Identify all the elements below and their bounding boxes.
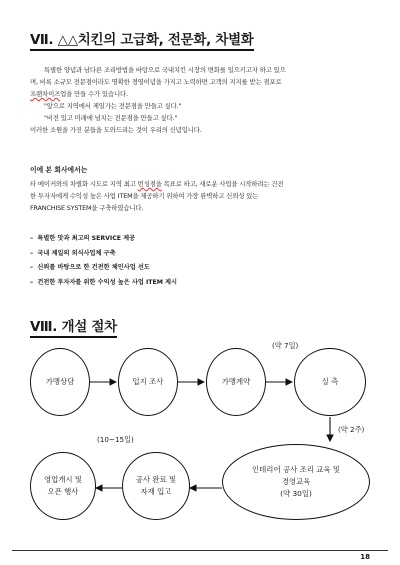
paragraph-line: 한 투자자에게 수익성 높은 사업 ITEM을 제공하기 위하여 가장 완벽하고 신뢰성 있는 [30,192,259,200]
step-contract: 가맹계약 [206,348,266,416]
section-7-title: Ⅶ. △△치킨의 고급화, 전문화, 차별화 [30,32,254,51]
spellcheck-word: 번성점을 [137,180,162,188]
list-item: – 신뢰를 바탕으로 한 건전한 체인사업 선도 [30,264,150,272]
quote-line: "비전 있고 미래에 넘치는 전문점을 만들고 싶다." [44,114,178,122]
paragraph-line: 이러한 소원을 가진 분들을 도와드리는 것이 우리의 신념입니다. [30,126,202,134]
list-item: – 국내 제일의 외식사업체 구축 [30,249,116,257]
duration-label: (10~15일) [97,435,134,444]
spellcheck-word: 프랜차이즈 [30,90,61,98]
footer-rule [12,550,388,551]
subheading: 이에 본 회사에서는 [30,166,88,174]
step-measurement: 실 측 [294,348,366,416]
quote-line: "앞으로 지역에서 제일가는 전문점을 만들고 싶다." [44,102,182,110]
list-item: – 건전한 투자자를 위한 수익성 높은 사업 ITEM 제시 [30,279,177,287]
list-item: – 특별한 맛과 최고의 SERVICE 제공 [30,235,136,242]
step-construction-complete: 공사 완료 및 자재 입고 [122,452,190,520]
paragraph-line: FRANCHISE SYSTEM을 구축하였습니다. [30,204,144,212]
paragraph-line: 특별한 양념과 남다른 조리방법을 바탕으로 국내치킨 시장의 변화를 일으키고자 하고 있으 [44,66,286,74]
step-interior-training: 인테리어 공사 조리 교육 및 경영교육 (약 30일) [222,444,370,520]
step-site-survey: 입지 조사 [118,348,178,416]
paragraph-text: 목표로 하고, 새로운 사업을 시작하려는 건전 [161,180,284,188]
paragraph-line: 며, 비록 소규모 전문점이라도 명확한 경영이념을 가지고 노력하면 고객의 지지를 받는 점포로 [30,78,282,86]
duration-label: (약 2주) [338,425,365,434]
step-consultation: 가맹상담 [30,348,90,416]
section-8-title: Ⅷ. 개설 절차 [30,319,117,338]
page-number: 18 [360,553,370,561]
duration-label: (약 7일) [272,341,299,350]
step-grand-opening: 영업개시 및 오픈 행사 [30,452,96,520]
paragraph-text: 타 메이커와의 차별화 시도로 지역 최고 [30,180,138,188]
paragraph-text: 업을 만들 수가 있습니다. [60,90,128,98]
